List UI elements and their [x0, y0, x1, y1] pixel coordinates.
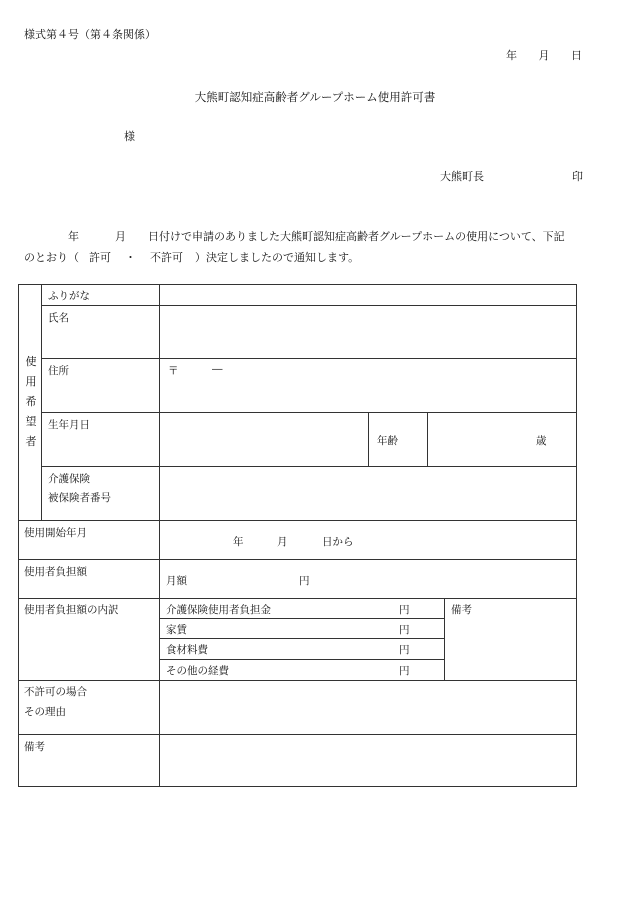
addressee-suffix: 様 [124, 130, 135, 143]
grid-line [368, 412, 369, 467]
date-year: 年 [506, 49, 517, 62]
name-field[interactable] [160, 307, 576, 357]
body-line2-start: のとおり（ [24, 251, 79, 264]
grid-line [18, 559, 577, 560]
grid-line [427, 412, 428, 467]
grid-line [18, 598, 577, 599]
grid-line [41, 358, 577, 359]
grid-line [41, 284, 42, 520]
grid-line [159, 659, 444, 660]
deny-option[interactable]: 不許可 [150, 251, 183, 264]
grid-line [444, 598, 445, 680]
furigana-label: ふりがな [48, 290, 90, 302]
body-line1-rest: 日付けで申請のありました大熊町認知症高齢者グループホームの使用について、下記 [148, 230, 565, 243]
applicant-char: 用 [25, 375, 37, 388]
grid-line [18, 734, 577, 735]
grid-line [159, 284, 160, 787]
breakdown-item: 食材料費 [166, 644, 208, 656]
breakdown-yen: 円 [399, 644, 410, 656]
grid-line [41, 305, 577, 306]
insurance-label-line1: 介護保険 [48, 473, 90, 485]
notice-body [24, 226, 584, 268]
start-date-label: 使用開始年月 [24, 527, 87, 539]
body-year: 年 [68, 230, 79, 243]
remarks-label: 備考 [24, 741, 45, 753]
deny-reason-label-line2: その理由 [24, 706, 66, 718]
applicant-group-label [24, 352, 38, 452]
grid-line [18, 520, 577, 521]
deny-reason-label-line1: 不許可の場合 [24, 686, 87, 698]
sender-name: 大熊町長 [440, 170, 484, 183]
breakdown-notes-label: 備考 [451, 604, 472, 616]
applicant-char: 使 [25, 355, 37, 368]
breakdown-yen: 円 [399, 665, 410, 677]
document-title: 大熊町認知症高齢者グループホーム使用許可書 [194, 90, 436, 104]
breakdown-yen: 円 [399, 624, 410, 636]
name-label: 氏名 [48, 312, 69, 324]
grid-line [159, 638, 444, 639]
monthly-yen: 円 [299, 575, 310, 587]
birthdate-label: 生年月日 [48, 419, 90, 431]
seal-mark: 印 [572, 170, 583, 183]
start-year: 年 [233, 536, 244, 548]
grid-line [18, 680, 577, 681]
age-label: 年齢 [377, 435, 398, 447]
date-day: 日 [571, 49, 582, 62]
breakdown-item: 家賃 [166, 624, 187, 636]
grid-line [41, 466, 577, 467]
monthly-label: 月額 [166, 575, 187, 587]
option-separator: ・ [125, 251, 136, 264]
address-label: 住所 [48, 365, 69, 377]
applicant-char: 望 [25, 415, 37, 428]
form-number-label: 様式第４号（第４条関係） [24, 28, 156, 41]
application-table [18, 284, 577, 787]
grid-line [41, 412, 577, 413]
postal-dash: ― [212, 363, 223, 375]
breakdown-item: その他の経費 [166, 665, 229, 677]
grid-line [159, 618, 444, 619]
body-month: 月 [115, 230, 126, 243]
burden-label: 使用者負担額 [24, 566, 87, 578]
date-month: 月 [538, 49, 550, 62]
start-month: 月 [277, 536, 288, 548]
breakdown-yen: 円 [399, 604, 410, 616]
furigana-field[interactable] [160, 286, 576, 304]
breakdown-label: 使用者負担額の内訳 [24, 604, 119, 616]
postal-mark: 〒 [168, 365, 179, 377]
start-from: 日から [322, 536, 354, 548]
breakdown-item: 介護保険使用者負担金 [166, 604, 271, 616]
body-line2-end: ）決定しましたので通知します。 [195, 251, 360, 264]
applicant-char: 者 [25, 435, 37, 448]
age-unit: 歳 [536, 435, 547, 447]
applicant-char: 希 [25, 395, 37, 408]
issue-date [488, 47, 582, 63]
permit-option[interactable]: 許可 [89, 251, 111, 264]
insurance-label-line2: 被保険者番号 [48, 492, 111, 504]
